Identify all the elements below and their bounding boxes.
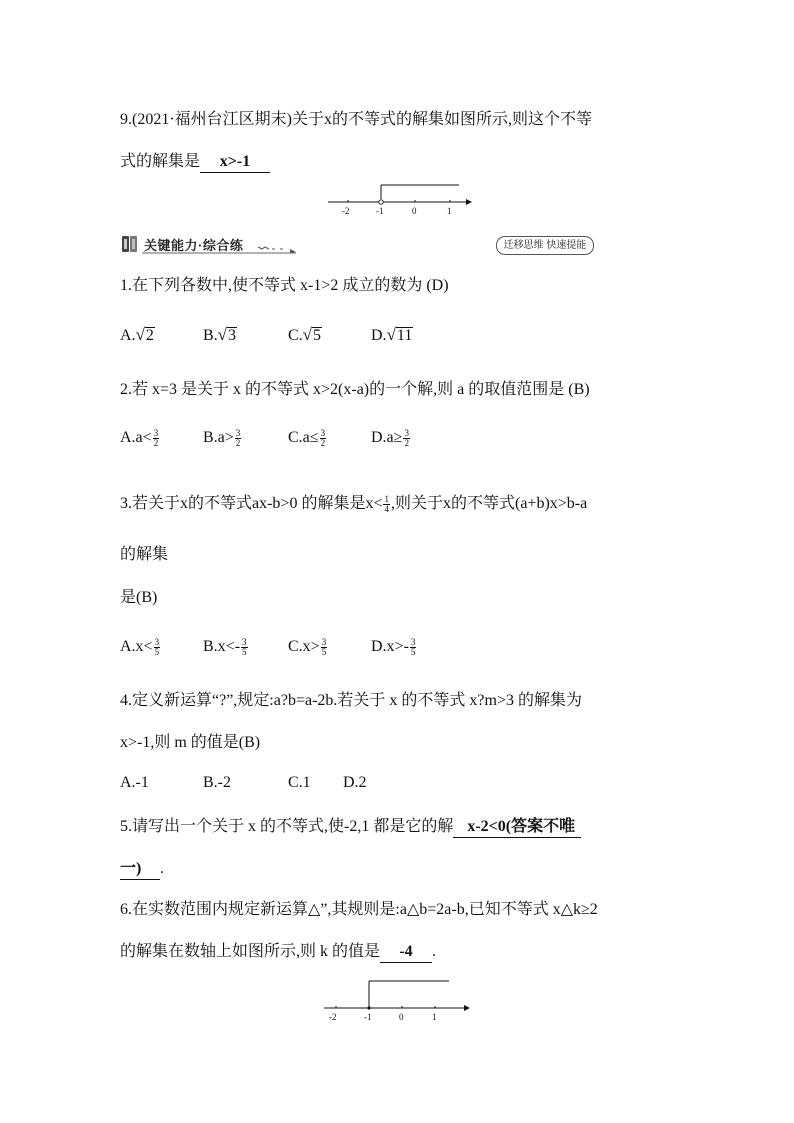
section-title: 关键能力·综合练 [144,238,244,253]
q6-stem: 的解集在数轴上如图所示,则 k 的值是 [120,943,381,960]
q1-option-b [203,326,237,346]
q6-number-line [322,978,474,1022]
closed-endpoint [367,1006,370,1009]
q3-stem-a: 3.若关于x的不等式ax-b>0 的解集是x< [120,495,383,512]
q1-option-c [288,326,322,346]
q5-stem: 5.请写出一个关于 x 的不等式,使-2,1 都是它的解 [120,818,454,835]
q6-answer: -4 [380,942,432,963]
tick-label: -2 [329,1012,337,1022]
axis-arrow [466,199,472,205]
sqrt: √ 2 [135,325,154,344]
sqrt: √ 11 [386,325,413,344]
q3-option-a: A.x< $\frac{3}{5}$ [120,636,160,657]
radicand: 11 [396,327,413,344]
q6-line2 [120,942,436,963]
sqrt: √ 3 [217,325,237,344]
q5-answer-part2: 一) [120,859,160,880]
q2-option-d: D.a≥ $\frac{3}{2}$ [371,427,409,448]
q3-option-d: D.x>- $\frac{3}{5}$ [371,636,416,657]
q3-stem-b: ,则关于x的不等式(a+b)x>b-a [390,495,588,512]
tick-label: 0 [399,1012,404,1022]
fraction: $\frac{3}{5}$ [410,636,416,657]
q1-stem: 1.在下列各数中,使不等式 x-1>2 成立的数为 (D) [120,277,449,294]
fraction: $\frac{3}{2}$ [153,427,159,448]
fraction: $\frac{3}{2}$ [320,427,326,448]
section-tag: 迁移思维 快速提能 [496,236,594,255]
banner-underline [120,234,300,254]
q9-line1: 9.(2021·福州台江区期末)关于x的不等式的解集如图所示,则这个不等 [120,111,592,128]
radicand: 5 [313,327,322,344]
q1-option-a [120,326,155,346]
axis-arrow [464,1005,470,1011]
radicand: 2 [145,327,154,344]
option-label: D. [371,327,387,344]
tick-label: -2 [342,206,350,216]
q6-suffix: . [432,943,437,960]
q3-stem [120,494,587,514]
q3-line2: 的解集 [120,546,169,563]
q2-stem: 2.若 x=3 是关于 x 的不等式 x>2(x-a)的一个解,则 a 的取值范围是 (B) [120,381,590,398]
option-label: C. [288,327,303,344]
q3-option-b: B.x<- $\frac{3}{5}$ [203,636,247,657]
q5-line2 [120,859,164,880]
q2-option-a: A.a< $\frac{3}{2}$ [120,427,159,448]
q4-line1: 4.定义新运算“?”,规定:a?b=a-2b.若关于 x 的不等式 x?m>3 的解集为 [120,692,582,709]
q9-answer: x>-1 [200,152,270,173]
q9-line2 [120,152,270,173]
open-endpoint [379,200,383,204]
q4-option-c: C.1 [288,774,311,791]
fraction: $\frac{3}{2}$ [235,427,241,448]
q4-option-a: A.-1 [120,774,149,791]
q1-option-d [371,326,413,346]
tick-label: 0 [412,206,417,216]
tick-label: -1 [364,1012,372,1022]
q3-option-c: C.x> $\frac{3}{5}$ [288,636,327,657]
q6-line1: 6.在实数范围内规定新运算△”,其规则是:a△b=2a-b,已知不等式 x△k≥2 [120,901,598,918]
q9-line2-prefix: 式的解集是 [120,153,201,170]
option-label: B. [203,327,218,344]
section-banner [120,234,300,254]
fraction: $\frac{3}{5}$ [154,636,160,657]
tick-label: 1 [447,206,452,216]
q3-line3: 是(B) [120,589,158,606]
tick-label: -1 [376,206,384,216]
q4-option-d: D.2 [343,774,367,791]
q9-number-line [326,182,476,218]
q5-suffix: . [160,860,164,877]
sqrt: √ 5 [302,325,322,344]
q4-option-b: B.-2 [203,774,231,791]
q4-line2: x>-1,则 m 的值是(B) [120,734,261,751]
q2-option-c: C.a≤ $\frac{3}{2}$ [288,427,326,448]
fraction: $\frac{3}{5}$ [242,636,247,657]
fraction: $\frac{3}{5}$ [321,636,327,657]
tick-label: 1 [432,1012,437,1022]
fraction: $\frac{3}{2}$ [404,427,409,448]
q5-line1 [120,817,581,838]
option-label: A. [120,327,136,344]
q2-option-b: B.a> $\frac{3}{2}$ [203,427,241,448]
fraction: $\frac{1}{4}$ [384,493,389,514]
radicand: 3 [228,327,237,344]
q5-answer-part1: x-2<0(答案不唯 [453,817,581,838]
